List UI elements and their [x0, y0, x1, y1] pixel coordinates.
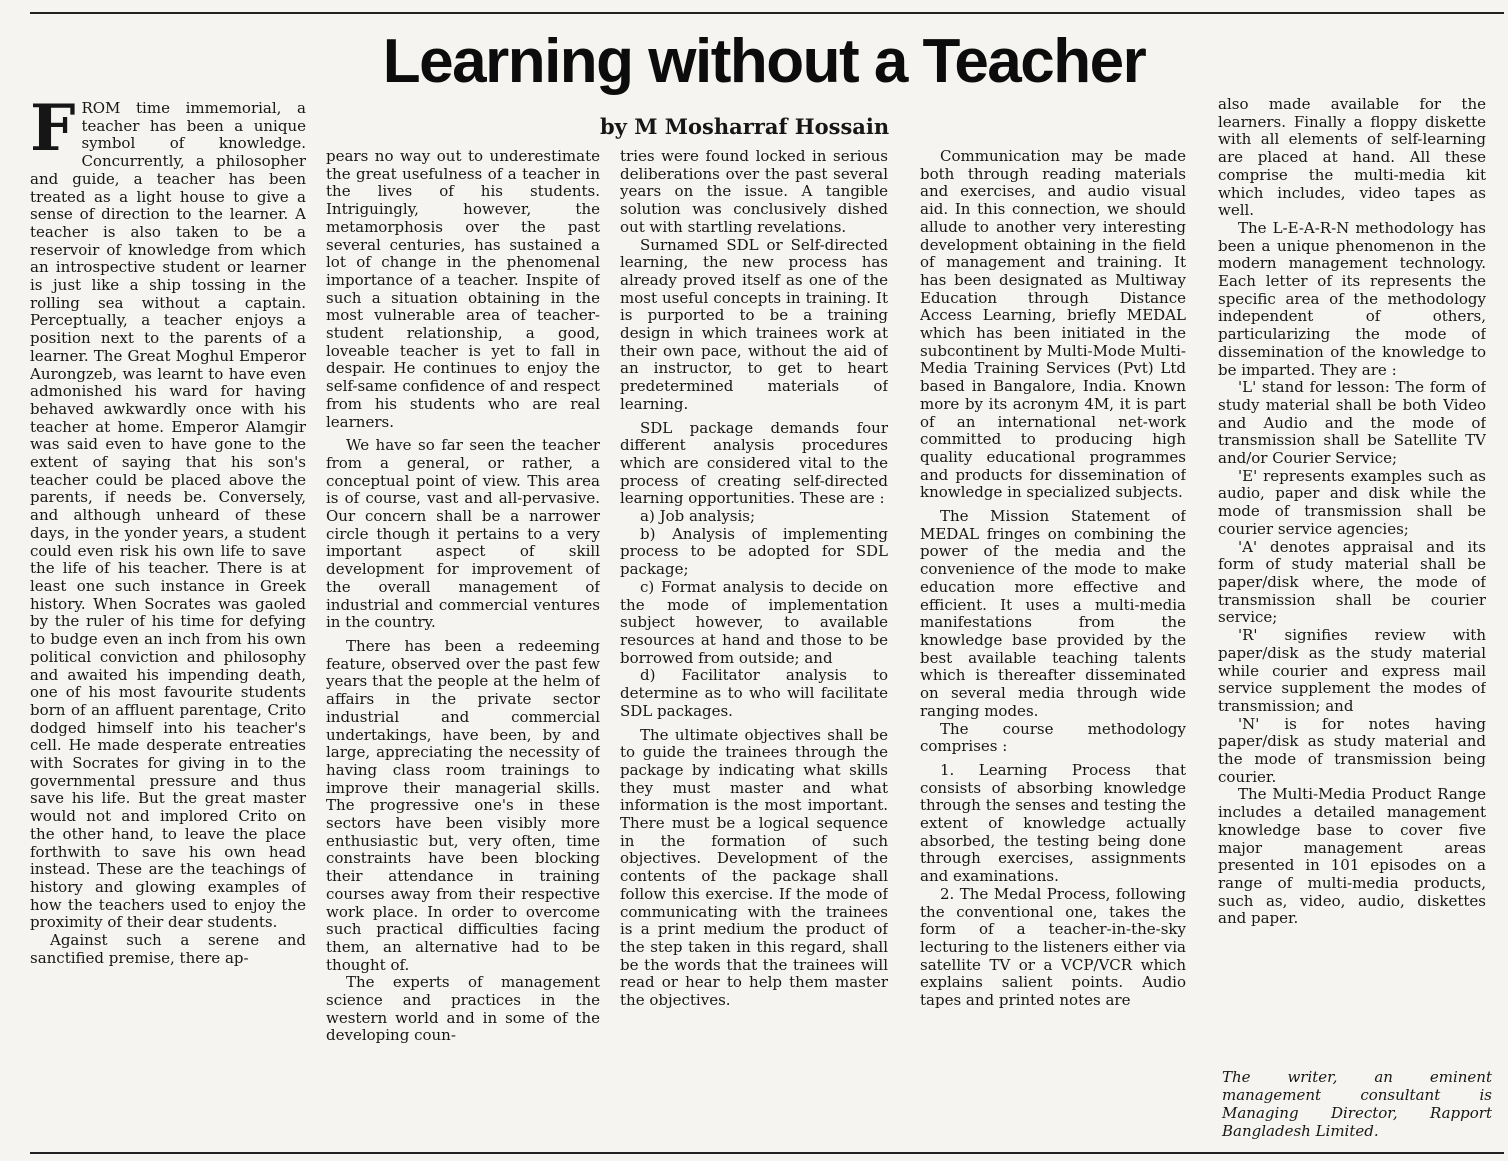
column-4	[920, 148, 1186, 1146]
paragraph: The L-E-A-R-N methodology has been a unique phenomenon in the modern management technology. Each letter of its represents the specific area of the methodology independent of others, particularizing the mode of dissemination of the knowledge to be imparted. They are :	[1218, 218, 1486, 379]
top-rule	[30, 12, 1504, 14]
list-item: 'N' is for notes having paper/disk as study material and the mode of transmission being courier.	[1218, 714, 1486, 786]
paragraph: The Mission Statement of MEDAL fringes on combining the power of the media and the convenience of the mode to make education more effective and efficient. It uses a multi-media manifestations from the knowledge base provided by the best available teaching talents which is thereafter disseminated on several media through wide ranging modes.	[920, 507, 1186, 720]
paragraph: tries were found locked in serious deliberations over the past several years on the issue. A tangible solution was conclusively dished out with startling revelations.	[620, 148, 888, 236]
paragraph: Against such a serene and sanctified premise, there ap-	[30, 931, 306, 967]
paragraph: SDL package demands four different analysis procedures which are considered vital to the process of creating self-directed learning opportunities. These are :	[620, 418, 888, 508]
column-1	[30, 100, 306, 1146]
paragraph: There has been a redeeming feature, observed over the past few years that the people at the helm of affairs in the private sector industrial and commercial undertakings, have been, by and large, appreciating the necessity of having class room trainings to improve their managerial skills. The progressive one's in these sectors have been visibly more enthusiastic but, very often, time constraints have been blocking their attendance in training courses away from their respective work place. In order to overcome such practical difficulties facing them, an alternative had to be thought of.	[326, 636, 600, 974]
author-credit: The writer, an eminent management consultant is Managing Director, Rapport Bangladesh Limited.	[1222, 1068, 1492, 1140]
list-item: a) Job analysis;	[640, 507, 756, 526]
list-item: 1. Learning Process that consists of absorbing knowledge through the senses and testing the extent of knowledge actually absorbed, the testing being done through exercises, assignments and examinations.	[920, 760, 1186, 886]
paragraph: Communication may be made both through reading materials and exercises, and audio visual aid. In this connection, we should allude to another very interesting development obtaining in the field of management and training. It has been designated as Multiway Education through Distance Access Learning, briefly MEDAL which has been initiated in the subcontinent by Multi-Mode Multi-Media Training Services (Pvt) Ltd based in Bangalore, India. Known more by its acronym 4M, it is part of an international net-work committed to producing high quality educational programmes and products for dissemination of knowledge in specialized subjects.	[920, 148, 1186, 502]
list-item: b) Analysis of implementing process to be adopted for SDL package;	[620, 524, 888, 579]
paragraph-text: ROM time immemorial, a teacher has been a unique symbol of knowledge. Concurrently, a philosopher and guide, a teacher has been treated as a light house to give a sense of direction to the learner. A teacher is also taken to be a reservoir of knowledge from which an introspective student or learner is just like a ship tossing in the rolling sea without a captain. Perceptually, a teacher enjoys a position next to the parents of a learner. The Great Moghul Emperor Aurongzeb, was learnt to have even admonished his ward for having behaved awkwardly once with his teacher at home. Emperor Alamgir was said even to have gone to the extent of saying that his son's teacher could be placed above the parents, if needs be. Conversely, and although unheard of these days, in the yonder years, a student could even risk his own life to save the life of his teacher. There is at least one such instance in Greek history. When Socrates was gaoled by the ruler of his time for defying to budge even an inch from his own political conviction and philosophy and awaited his impending death, one of his most favourite students born of an affluent parentage, Crito dodged himself into his teacher's cell. He made desperate entreaties with Socrates for giving in to the governmental pressure and thus save his life. But the great master would not and implored Crito on the other hand, to leave the place forthwith to save his own head instead. These are the teachings of history and glowing examples of how the teachers used to enjoy the proximity of their dear students.	[30, 100, 306, 932]
list-item: 'E' represents examples such as audio, paper and disk while the mode of transmission shall be courier service agencies;	[1218, 466, 1486, 538]
drop-cap: F	[30, 100, 76, 166]
list-item: d) Facilitator analysis to determine as to who will facilitate SDL packages.	[620, 666, 888, 720]
paragraph: We have so far seen the teacher from a general, or rather, a conceptual point of view. This area is of course, vast and all-pervasive. Our concern shall be a narrower circle though it pertains to a very important aspect of skill development for improvement of the overall management of industrial and commercial ventures in the country.	[326, 436, 600, 632]
column-2	[326, 148, 600, 1146]
paragraph: pears no way out to underestimate the great usefulness of a teacher in the lives of his students. Intriguingly, however, the metamorphosis over the past several centuries, has sustained a lot of change in the phenomenal importance of a teacher. Inspite of such a situation obtaining in the most vulnerable area of teacher-student relationship, a good, loveable teacher is yet to fall in despair. He continues to enjoy the self-same confidence of and respect from his students who are real learners.	[326, 148, 600, 431]
paragraph: The experts of management science and practices in the western world and in some of the developing coun-	[326, 973, 600, 1045]
list-item: 'L' stand for lesson: The form of study material shall be both Video and Audio and the mode of transmission shall be Satellite TV and/or Courier Service;	[1218, 378, 1486, 468]
paragraph: The Multi-Media Product Range includes a detailed management knowledge base to cover five major management areas presented in 101 episodes on a range of multi-media products, such as, video, audio, diskettes and paper.	[1218, 785, 1486, 928]
byline: by M Mosharraf Hossain	[600, 114, 890, 139]
column-3	[620, 148, 888, 1146]
paragraph: The ultimate objectives shall be to guide the trainees through the package by indicating what skills they must master and what information is the most important. There must be a logical sequence in the formation of such objectives. Development of the contents of the package shall follow this exercise. If the mode of communicating with the trainees is a print medium the product of the step taken in this regard, shall be the words that the trainees will read or hear to help them master the objectives.	[620, 725, 888, 1010]
list-item: 'A' denotes appraisal and its form of study material shall be paper/disk where, the mode of transmission shall be courier service;	[1218, 537, 1486, 627]
paragraph: Surnamed SDL or Self-directed learning, the new process has already proved itself as one of the most useful concepts in training. It is purported to be a training design in which trainees work at their own pace, without the aid of an instructor, to get to heart predetermined materials of learning.	[620, 235, 888, 413]
bottom-rule	[30, 1152, 1504, 1154]
list-item: c) Format analysis to decide on the mode of implementation subject however, to available resources at hand and those to be borrowed from outside; and	[620, 577, 888, 667]
list-item: 'R' signifies review with paper/disk as the study material while courier and express mail service supplement the modes of transmission; and	[1218, 626, 1486, 715]
paragraph: The course methodology comprises :	[920, 719, 1186, 756]
list-item: 2. The Medal Process, following the conventional one, takes the form of a teacher-in-the-sky lecturing to the listeners either via satellite TV or a VCP/VCR which explains salient points. Audio tapes and printed notes are	[920, 884, 1186, 1010]
column-5	[1218, 96, 1486, 1068]
paragraph	[30, 100, 306, 932]
paragraph: also made available for the learners. Finally a floppy diskette with all elements of self-learning are placed at hand. All these comprise the multi-media kit which includes, video tapes as well.	[1218, 96, 1486, 220]
headline: Learning without a Teacher	[382, 27, 1146, 96]
